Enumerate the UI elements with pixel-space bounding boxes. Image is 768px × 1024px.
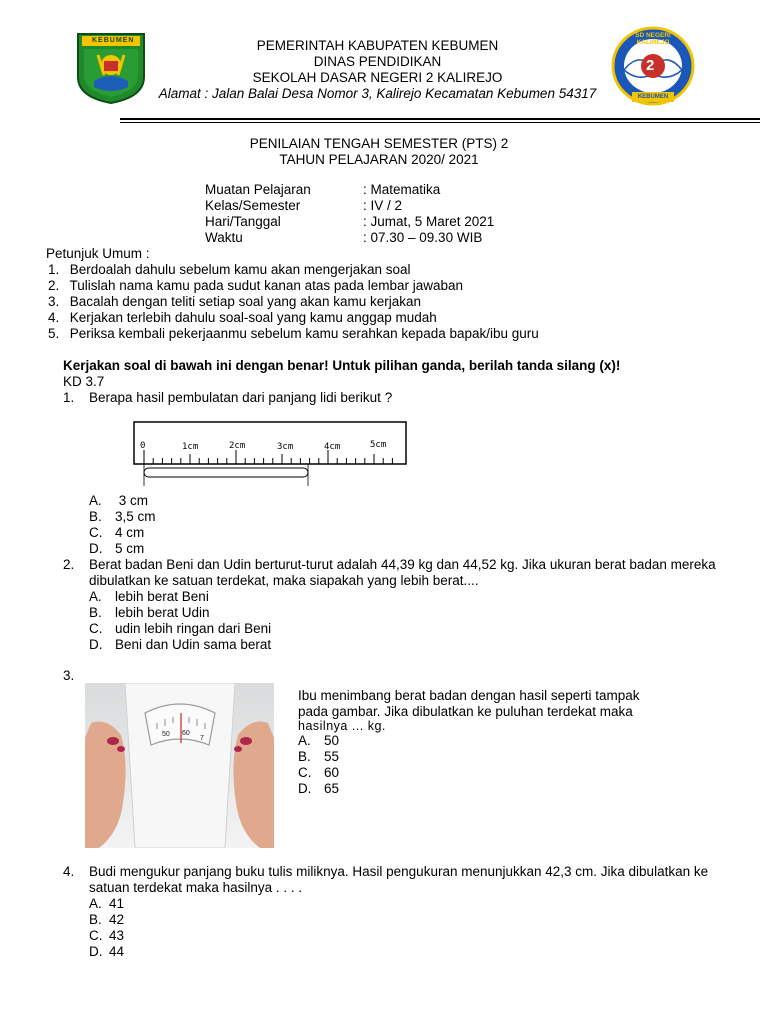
- option-text: lebih berat Beni: [115, 589, 209, 604]
- ruler-label-5: 5cm: [370, 440, 387, 450]
- option-text: 42: [109, 912, 125, 927]
- option-letter: A.: [298, 733, 311, 748]
- option-text: 4 cm: [115, 525, 145, 540]
- instruction-text: Tulislah nama kamu pada sudut kanan atas pada lembar jawaban: [69, 278, 464, 293]
- info-row: [205, 198, 402, 214]
- scale-reading-60: 60: [182, 730, 190, 737]
- option-letter: B.: [89, 509, 102, 524]
- logo-left-text: KEBUMEN: [92, 37, 135, 44]
- ruler-label-3: 3cm: [277, 442, 294, 452]
- info-value: : 07.30 – 09.30 WIB: [363, 230, 483, 245]
- question-3-text-line3: hasilnya ... kg.: [298, 719, 386, 733]
- logo-right-bottom: KEBUMEN: [637, 94, 669, 100]
- question-text-line1: Berat badan Beni dan Udin berturut-turut adalah 44,39 kg dan 44,52 kg. Jika ukuran berat badan mereka: [89, 557, 716, 572]
- info-row: [205, 230, 482, 246]
- option-letter: C.: [89, 928, 103, 943]
- option-letter: D.: [89, 541, 103, 556]
- option-text: 44: [109, 944, 125, 959]
- option-letter: A.: [89, 493, 102, 508]
- info-row: [205, 182, 440, 198]
- option-letter: D.: [89, 637, 103, 652]
- instruction-number: 5.: [48, 326, 60, 341]
- option-letter: B.: [89, 605, 102, 620]
- directive: Kerjakan soal di bawah ini dengan benar! Untuk pilihan ganda, berilah tanda silang (x)!: [63, 358, 621, 373]
- option-letter: D.: [89, 944, 103, 959]
- question-number: 4.: [63, 864, 75, 879]
- option-text: 50: [324, 733, 340, 748]
- instruction-text: Berdoalah dahulu sebelum kamu akan mengerjakan soal: [69, 262, 411, 277]
- option[interactable]: [298, 765, 339, 781]
- ruler-label-2: 2cm: [229, 441, 246, 451]
- header-line2: DINAS PENDIDIKAN: [313, 54, 442, 69]
- info-value: : Jumat, 5 Maret 2021: [363, 214, 495, 229]
- header-divider-thin: [120, 122, 760, 123]
- instructions-heading: Petunjuk Umum :: [46, 246, 150, 261]
- info-label: Muatan Pelajaran: [205, 182, 311, 197]
- instruction-item: [48, 326, 539, 342]
- logo-right-top: SD NEGERI KALIREJO: [635, 32, 671, 46]
- option[interactable]: [89, 525, 144, 541]
- header-line1: PEMERINTAH KABUPATEN KEBUMEN: [256, 38, 499, 53]
- option[interactable]: [89, 541, 144, 557]
- option-text: Beni dan Udin sama berat: [115, 637, 272, 652]
- instruction-item: [48, 294, 421, 310]
- question-number: 2.: [63, 557, 75, 572]
- option[interactable]: [89, 605, 210, 621]
- question-3-text-line2: pada gambar. Jika dibulatkan ke puluhan terdekat maka: [298, 704, 633, 719]
- weighing-scale-photo: [85, 683, 274, 848]
- ruler-label-4: 4cm: [324, 442, 341, 452]
- option-text: 3,5 cm: [115, 509, 156, 524]
- header-divider-thick: [120, 118, 760, 120]
- question-1: [0, 390, 768, 406]
- option-letter: A.: [89, 896, 102, 911]
- option-text: 5 cm: [115, 541, 145, 556]
- option-letter: C.: [89, 525, 103, 540]
- option-letter: B.: [298, 749, 311, 764]
- option-text: lebih berat Udin: [115, 605, 210, 620]
- ruler-icon: [128, 418, 413, 490]
- option[interactable]: [89, 928, 124, 944]
- option-text: 3 cm: [115, 493, 149, 508]
- option[interactable]: [298, 733, 339, 749]
- header-line3: SEKOLAH DASAR NEGERI 2 KALIREJO: [252, 70, 503, 85]
- info-label: Kelas/Semester: [205, 198, 301, 213]
- option[interactable]: [89, 621, 271, 637]
- info-value: : Matematika: [363, 182, 441, 197]
- instruction-item: [48, 278, 463, 294]
- info-label: Hari/Tanggal: [205, 214, 281, 229]
- option-letter: A.: [89, 589, 102, 604]
- option-text: 65: [324, 781, 340, 796]
- option-letter: B.: [89, 912, 102, 927]
- option-text: 55: [324, 749, 340, 764]
- option-text: 43: [109, 928, 125, 943]
- option-letter: D.: [298, 781, 312, 796]
- instruction-number: 2.: [48, 278, 60, 293]
- option-text: 60: [324, 765, 340, 780]
- instruction-number: 3.: [48, 294, 60, 309]
- option[interactable]: [89, 493, 148, 509]
- question-3: [0, 668, 200, 684]
- instruction-number: 1.: [48, 262, 60, 277]
- ruler-label-0: 0: [140, 441, 146, 451]
- option-letter: C.: [89, 621, 103, 636]
- question-text-line2: satuan terdekat maka hasilnya . . . .: [89, 880, 303, 895]
- ruler-figure: [128, 418, 413, 490]
- option[interactable]: [89, 896, 124, 912]
- scale-feet-icon: [85, 683, 274, 848]
- instruction-text: Kerjakan terlebih dahulu soal-soal yang kamu anggap mudah: [69, 310, 437, 325]
- exam-title: PENILAIAN TENGAH SEMESTER (PTS) 2: [249, 136, 509, 151]
- question-4: [0, 864, 768, 896]
- question-text-line2: dibulatkan ke satuan terdekat, maka siapakah yang lebih berat....: [89, 573, 479, 588]
- option[interactable]: [89, 944, 124, 960]
- scale-reading-7: 7: [200, 735, 204, 742]
- scale-reading-50: 50: [162, 731, 170, 738]
- option[interactable]: [89, 589, 209, 605]
- question-text-line1: Budi mengukur panjang buku tulis miliknya. Hasil pengukuran menunjukkan 42,3 cm. Jika dibulatkan ke: [89, 864, 709, 879]
- instruction-number: 4.: [48, 310, 60, 325]
- question-text: Berapa hasil pembulatan dari panjang lidi berikut ?: [89, 390, 393, 405]
- question-number: 3.: [63, 668, 75, 683]
- ruler-label-1: 1cm: [182, 442, 199, 452]
- option-letter: C.: [298, 765, 312, 780]
- instruction-text: Bacalah dengan teliti setiap soal yang akan kamu kerjakan: [69, 294, 421, 309]
- option[interactable]: [298, 781, 339, 797]
- option-text: 41: [109, 896, 125, 911]
- kd-label: KD 3.7: [63, 374, 105, 389]
- question-3-text-line1: Ibu menimbang berat badan dengan hasil seperti tampak: [298, 688, 640, 703]
- instruction-text: Periksa kembali pekerjaanmu sebelum kamu serahkan kepada bapak/ibu guru: [69, 326, 539, 341]
- logo-right-num: 2: [646, 57, 655, 74]
- option[interactable]: [298, 749, 339, 765]
- info-label: Waktu: [205, 230, 243, 245]
- instruction-item: [48, 310, 437, 326]
- option-text: udin lebih ringan dari Beni: [115, 621, 272, 636]
- instruction-item: [48, 262, 410, 278]
- option[interactable]: [89, 912, 124, 928]
- question-2: [0, 557, 768, 589]
- header-address: Alamat : Jalan Balai Desa Nomor 3, Kalirejo Kecamatan Kebumen 54317: [158, 86, 597, 101]
- exam-year: TAHUN PELAJARAN 2020/ 2021: [279, 152, 479, 167]
- question-number: 1.: [63, 390, 75, 405]
- option[interactable]: [89, 509, 156, 525]
- info-row: [205, 214, 494, 230]
- option[interactable]: [89, 637, 271, 653]
- info-value: : IV / 2: [363, 198, 403, 213]
